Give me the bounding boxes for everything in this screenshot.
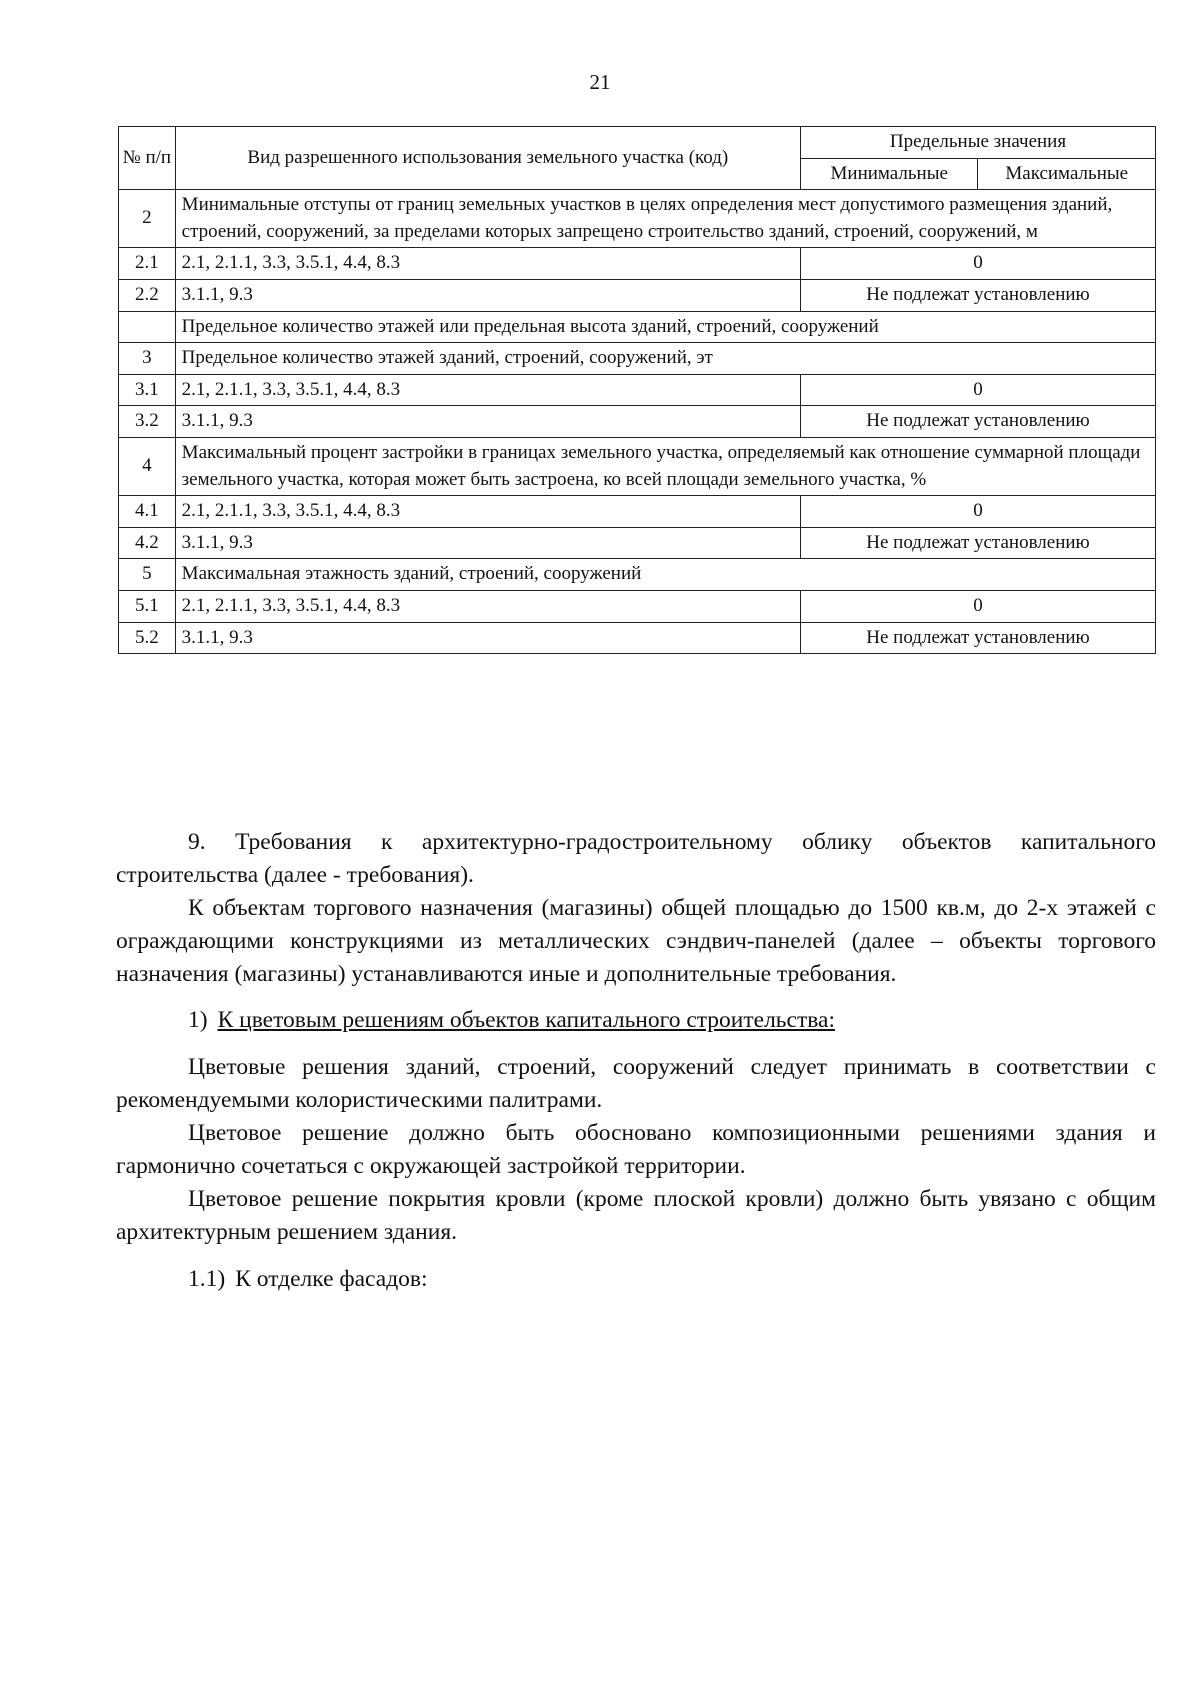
limits-table [118, 126, 1156, 654]
row-value: Не подлежат установлению [801, 622, 1156, 654]
row-num: 2.2 [119, 279, 176, 311]
header-max: Максимальные [978, 158, 1156, 190]
table-row [119, 437, 1156, 495]
table-row [119, 190, 1156, 248]
paragraph-color-heading [116, 1004, 1156, 1037]
row-num: 5 [119, 559, 176, 591]
row-num: 3.1 [119, 374, 176, 406]
row-codes: 2.1, 2.1.1, 3.3, 3.5.1, 4.4, 8.3 [175, 374, 800, 406]
row-codes: 3.1.1, 9.3 [175, 406, 800, 438]
table-row [119, 248, 1156, 280]
table-row [119, 374, 1156, 406]
paragraph-roof-color: Цветовое решение покрытия кровли (кроме плоской кровли) должно быть увязано с общим архитектурным решением здания. [116, 1185, 1156, 1245]
row-text: Минимальные отступы от границ земельных участков в целях определения мест допустимого размещения зданий, строений, сооружений, за пределами которых запрещено строительство зданий, строений, сооружений, м [175, 190, 1155, 248]
row-num: 5.2 [119, 622, 176, 654]
table-row [119, 279, 1156, 311]
table-row [119, 406, 1156, 438]
table-row [119, 343, 1156, 375]
item-heading: К цветовым решениям объектов капитального строительства: [217, 1007, 835, 1034]
item-heading: К отделке фасадов: [235, 1265, 428, 1292]
paragraph-color-palettes: Цветовые решения зданий, строений, сооружений следует принимать в соответствии с рекомендуемыми колористическими палитрами. [116, 1054, 1156, 1114]
item-number: 1) [188, 1007, 208, 1034]
page-number: 21 [589, 70, 611, 94]
item-number: 1.1) [188, 1265, 226, 1292]
paragraph-requirements: 9. Требования к архитектурно-градостроительному облику объектов капитального строительства (далее - требования). [116, 829, 1156, 888]
row-num: 4 [119, 437, 176, 495]
table-row [119, 622, 1156, 654]
table-row [119, 590, 1156, 622]
paragraph-color-composition: Цветовое решение должно быть обосновано композиционными решениями здания и гармонично сочетаться с окружающей застройкой территории. [116, 1120, 1156, 1180]
row-num: 4.1 [119, 496, 176, 528]
table-row [119, 559, 1156, 591]
table-header-row [119, 127, 1156, 159]
row-value: 0 [801, 496, 1156, 528]
row-num [119, 311, 176, 343]
row-value: 0 [801, 374, 1156, 406]
header-type: Вид разрешенного использования земельного участка (код) [175, 127, 800, 190]
row-num: 5.1 [119, 590, 176, 622]
row-value: 0 [801, 248, 1156, 280]
row-codes: 2.1, 2.1.1, 3.3, 3.5.1, 4.4, 8.3 [175, 496, 800, 528]
row-text: Максимальный процент застройки в границах земельного участка, определяемый как отношение суммарной площади земельного участка, которая может быть застроена, ко всей площади земельного участка, % [175, 437, 1155, 495]
row-codes: 3.1.1, 9.3 [175, 622, 800, 654]
row-num: 4.2 [119, 527, 176, 559]
row-value: Не подлежат установлению [801, 406, 1156, 438]
row-codes: 3.1.1, 9.3 [175, 279, 800, 311]
row-text: Предельное количество этажей зданий, строений, сооружений, эт [175, 343, 1155, 375]
row-num: 3 [119, 343, 176, 375]
row-codes: 3.1.1, 9.3 [175, 527, 800, 559]
row-num: 3.2 [119, 406, 176, 438]
header-limits: Предельные значения [801, 127, 1156, 159]
paragraph-trade-objects: К объектам торгового назначения (магазины) общей площадью до 1500 кв.м, до 2-х этажей с ограждающими конструкциями из металлических сэндвич-панелей (далее – объекты торгового назначения (магазины) устанавливаются иные и дополнительные требования. [116, 894, 1156, 987]
row-num: 2.1 [119, 248, 176, 280]
row-text: Предельное количество этажей или предельная высота зданий, строений, сооружений [175, 311, 1155, 343]
table-row [119, 311, 1156, 343]
row-value: Не подлежат установлению [801, 279, 1156, 311]
row-value: 0 [801, 590, 1156, 622]
row-text: Максимальная этажность зданий, строений, сооружений [175, 559, 1155, 591]
body-text [116, 826, 1156, 1296]
row-codes: 2.1, 2.1.1, 3.3, 3.5.1, 4.4, 8.3 [175, 248, 800, 280]
table-row [119, 527, 1156, 559]
row-value: Не подлежат установлению [801, 527, 1156, 559]
paragraph-facade-heading [116, 1263, 1156, 1296]
row-codes: 2.1, 2.1.1, 3.3, 3.5.1, 4.4, 8.3 [175, 590, 800, 622]
header-min: Минимальные [801, 158, 978, 190]
row-num: 2 [119, 190, 176, 248]
table-row [119, 496, 1156, 528]
header-num: № п/п [119, 127, 176, 190]
